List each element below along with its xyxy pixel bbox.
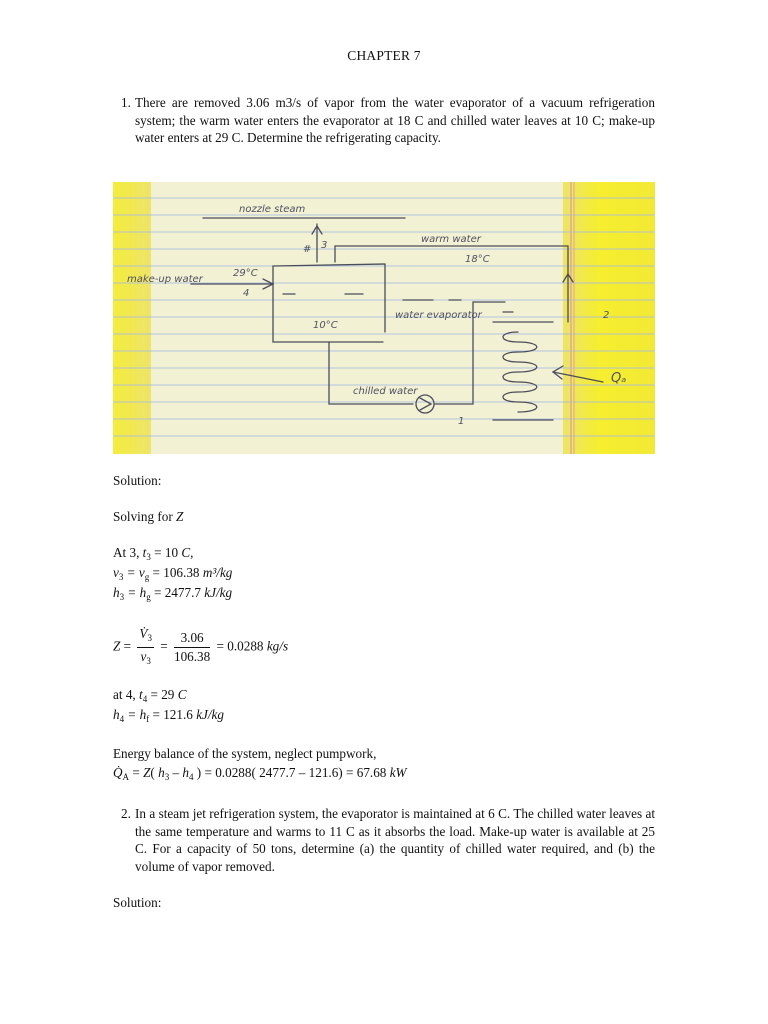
label-point-3: 3 xyxy=(321,240,328,251)
qa-unit: kW xyxy=(389,765,407,780)
t4-unit: C xyxy=(177,687,187,702)
solving-for-line xyxy=(113,508,183,526)
t3-unit: C xyxy=(181,545,191,560)
label-water-evaporator: water evaporator xyxy=(395,310,482,321)
h4-value: = 121.6 xyxy=(152,707,193,722)
h4-symbol: $h_4 = h_f$ xyxy=(113,707,150,724)
notebook-sketch-image xyxy=(113,182,655,454)
label-chilled-water: chilled water xyxy=(353,386,418,397)
h3-unit: kJ/kg xyxy=(204,585,233,600)
z-lhs: Z xyxy=(113,638,121,654)
t3-value: = 10 xyxy=(154,545,179,560)
label-hash: # xyxy=(303,244,312,255)
left-highlight xyxy=(113,182,151,454)
z-unit: kg/s xyxy=(266,638,289,654)
problem-1 xyxy=(121,94,655,147)
v3-value: = 106.38 xyxy=(152,565,200,580)
h3-symbol: $h_3 = h_g$ xyxy=(113,585,151,602)
solution-2-heading: Solution: xyxy=(113,895,162,910)
label-18c: 18°C xyxy=(465,254,490,265)
z-equation: Z = $\frac{V̇_3}{v_3}$ = $\frac{3.06}{106.38}$ = 0.0288 kg/s xyxy=(113,626,288,669)
problem-2-text: In a steam jet refrigeration system, the evaporator is maintained at 6 C. The chilled water leaves at the same temperature and warms to 11 C as it absorbs the load. Make-up water is available at 25 C. For a capacity of 50 tons, determine (a) the quantity of chilled water required, and (b) the volume of vapor removed. xyxy=(135,806,655,874)
label-10c: 10°C xyxy=(313,320,338,331)
problem-2-number: 2. xyxy=(121,806,131,821)
at3-line: At 3, $t_3 = 10$ C, xyxy=(113,545,194,562)
at3-prefix: At 3, xyxy=(113,545,140,560)
qa-h3-term: $h_3$ xyxy=(158,765,170,782)
label-nozzle-steam: nozzle steam xyxy=(239,204,306,215)
qa-equation: $Q̇_A = Z$( $h_3 - h_4$ ) = 0.0288( 2477.7 – 121.6) = 67.68 kW xyxy=(113,765,407,782)
z-frac-den-sym: $v_3$ xyxy=(140,649,151,666)
qa-symbol: $Q̇_A$ xyxy=(113,765,130,782)
h4-unit: kJ/kg xyxy=(196,707,225,722)
z-result: = 0.0288 xyxy=(216,638,264,654)
z-numerator: 3.06 xyxy=(174,630,210,648)
label-point-1: 1 xyxy=(458,416,465,427)
problem-2 xyxy=(121,805,655,875)
solution-1-heading: Solution: xyxy=(113,473,162,488)
z-frac-num-sym: $V̇_3$ xyxy=(137,626,154,648)
t4-symbol: $t_4$ xyxy=(139,687,148,704)
z-denominator: 106.38 xyxy=(173,649,211,664)
qa-z-term: Z xyxy=(143,765,151,780)
label-point-2: 2 xyxy=(603,310,610,321)
z-variable: Z xyxy=(176,509,184,524)
v3-unit: m³/kg xyxy=(202,565,233,580)
h3-value: = 2477.7 xyxy=(153,585,201,600)
v3-symbol: $v_3 = v_g$ xyxy=(113,565,150,582)
problem-1-number: 1. xyxy=(121,95,131,110)
v3-line xyxy=(113,564,232,586)
z-frac-symbols xyxy=(137,626,154,669)
h3-line xyxy=(113,584,232,606)
label-29c: 29°C xyxy=(233,268,258,279)
chapter-title: CHAPTER 7 xyxy=(347,48,421,63)
energy-balance-text: Energy balance of the system, neglect pumpwork, xyxy=(113,746,377,761)
label-makeup-water: make-up water xyxy=(127,274,203,285)
h4-line xyxy=(113,706,224,728)
t4-value: = 29 xyxy=(150,687,175,702)
qa-value: = 0.0288( 2477.7 – 121.6) = 67.68 xyxy=(204,765,387,780)
label-point-4: 4 xyxy=(243,288,250,299)
t3-symbol: $t_3$ xyxy=(142,545,151,562)
qa-h4-term: $h_4$ xyxy=(182,765,194,782)
label-qa: Qₐ xyxy=(611,371,627,386)
sketch-svg xyxy=(113,182,655,454)
z-frac-values xyxy=(174,630,210,665)
label-warm-water: warm water xyxy=(421,234,481,245)
at4-line xyxy=(113,686,187,708)
at4-prefix: at 4, xyxy=(113,687,136,702)
problem-1-text: There are removed 3.06 m3/s of vapor from the water evaporator of a vacuum refrigeration system; the warm water enters the evaporator at 18 C and chilled water leaves at 10 C; make-up water enters at 29 C. Determine the refrigerating capacity. xyxy=(135,95,655,146)
solving-for-text: Solving for xyxy=(113,509,173,524)
